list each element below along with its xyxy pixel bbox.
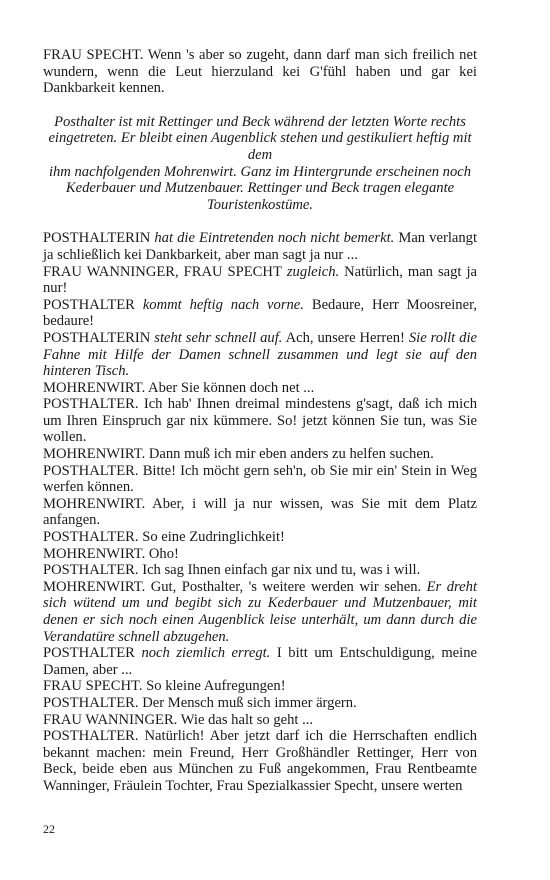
spoken-text: I bitt um Entschuldigung, meine Damen, aber ... <box>43 645 477 678</box>
speaker-name: POSTHALTER. <box>43 396 139 413</box>
spoken-text: Bitte! Ich möcht gern seh'n, ob Sie mir ein' Stein in Weg werfen können. <box>43 462 477 496</box>
dialogue-paragraph <box>43 463 477 496</box>
dialogue-paragraph <box>43 330 477 380</box>
dialogue-paragraph <box>43 645 477 678</box>
dialogue-paragraph <box>43 695 477 712</box>
page-number: 22 <box>43 822 55 836</box>
dialogue-paragraph <box>43 678 477 695</box>
dialogue-paragraph <box>43 47 477 97</box>
stage-direction-inline: steht sehr schnell auf. <box>150 329 283 346</box>
spoken-text: So kleine Aufregungen! <box>142 678 286 695</box>
dialogue-paragraph <box>43 446 477 463</box>
spoken-text: Bedaure, Herr Moosreiner, bedaure! <box>43 296 478 330</box>
spoken-text: Wenn 's aber so zugeht, dann darf man sich freilich net wundern, wenn die Leut hierzuland kei G'fühl haben und gar kei Dankbarkeit kennen. <box>43 47 478 97</box>
dialogue-paragraph <box>43 562 477 579</box>
dialogue-paragraph <box>43 496 477 529</box>
stage-direction-inline: noch ziemlich erregt. <box>134 645 271 662</box>
speaker-name: POSTHALTER. <box>43 728 139 745</box>
spoken-text: Dann muß ich mir eben anders zu helfen suchen. <box>145 446 434 463</box>
speaker-name: POSTHALTER <box>43 296 135 313</box>
spoken-text: Natürlich! Aber jetzt darf ich die Herrschaften endlich bekannt machen: mein Freund, Herr Großhändler Rettinger, Herr von Beck, beide eben aus München zu Fuß angekommen, Frau Rentbeamte Wanninger, Fräulein Tochter, Frau Spezialkassier Specht, unsere werten <box>43 728 477 794</box>
speaker-name: POSTHALTERIN <box>43 230 151 247</box>
stage-direction-inline: kommt heftig nach vorne. <box>134 296 304 313</box>
stage-direction-block <box>43 114 477 214</box>
spoken-text: Natürlich, man sagt ja nur! <box>43 263 477 297</box>
stage-direction-line: Kederbauer und Mutzenbauer. Rettinger und Beck tragen elegante <box>65 180 455 197</box>
dialogue-paragraph <box>43 546 477 563</box>
stage-direction-inline: hat die Eintretenden noch nicht bemerkt. <box>150 230 395 247</box>
spoken-text: Aber, i will ja nur wissen, was Sie mit dem Platz anfangen. <box>43 495 477 529</box>
dialogue-paragraph <box>43 579 477 645</box>
speaker-name: MOHRENWIRT. <box>43 578 146 595</box>
stage-direction-line: Posthalter ist mit Rettinger und Beck während der letzten Worte rechts eingetreten. Er bleibt einen Augenblick stehen und gestikuliert heftig mit <box>48 113 472 147</box>
speaker-name: POSTHALTER. <box>43 462 139 479</box>
speaker-name: MOHRENWIRT. <box>43 545 146 562</box>
dialogue-paragraph <box>43 380 477 397</box>
speaker-name: FRAU SPECHT. <box>43 47 144 63</box>
spoken-text: Ich sag Ihnen einfach gar nix und tu, was i will. <box>138 562 421 579</box>
dialogue-paragraph <box>43 297 477 330</box>
spoken-text: Der Mensch muß sich immer ärgern. <box>138 694 357 711</box>
stage-direction-inline: Sie rollt die Fahne mit Hilfe der Damen schnell zusammen und legt sie auf den hinteren Tisch. <box>43 329 478 380</box>
spoken-text: Oho! <box>145 545 179 562</box>
spoken-text: Ach, unsere Herren! <box>282 329 405 346</box>
speaker-name: FRAU SPECHT. <box>43 678 143 695</box>
dialogue-list <box>43 230 477 794</box>
spoken-text: So eine Zudringlichkeit! <box>138 529 285 546</box>
speaker-name: POSTHALTERIN <box>43 329 151 346</box>
dialogue-paragraph <box>43 230 477 263</box>
spoken-text: Ich hab' Ihnen dreimal mindestens g'sagt, daß ich mich um Ihren Einspruch gar nix kümmere. So! jetzt können Sie tun, was Sie wollen. <box>43 396 477 446</box>
dialogue-paragraph <box>43 396 477 446</box>
speaker-name: FRAU WANNINGER, FRAU SPECHT <box>43 263 282 280</box>
stage-direction-line: ihm nachfolgenden Mohrenwirt. Ganz im Hintergrunde erscheinen noch <box>48 163 472 180</box>
dialogue-paragraph <box>43 529 477 546</box>
stage-direction-inline: zugleich. <box>281 263 340 280</box>
speaker-name: MOHRENWIRT. <box>43 446 146 463</box>
stage-direction-inline: Er dreht sich wütend um und begibt sich zu Kederbauer und Mutzenbauer, mit denen er sich noch einen Augenblick leise unterhält, um dann durch die Verandatüre schnell abzugehen. <box>43 578 477 645</box>
spoken-text: Man verlangt ja schließlich kei Dankbarkeit, aber man sagt ja nur ... <box>43 230 477 263</box>
speaker-name: POSTHALTER <box>43 645 135 662</box>
spoken-text: Gut, Posthalter, 's weitere werden wir sehen. <box>145 578 422 595</box>
stage-direction-line: Touristenkostüme. <box>206 196 314 213</box>
speaker-name: POSTHALTER. <box>43 562 139 579</box>
stage-direction-line: dem <box>247 146 273 163</box>
speaker-name: MOHRENWIRT. <box>43 495 146 512</box>
dialogue-paragraph <box>43 728 477 794</box>
speaker-name: FRAU WANNINGER. <box>43 711 178 728</box>
speaker-name: POSTHALTER. <box>43 529 139 546</box>
dialogue-paragraph <box>43 712 477 729</box>
speaker-name: POSTHALTER. <box>43 694 139 711</box>
dialogue-paragraph <box>43 264 477 297</box>
spoken-text: Aber Sie können doch net ... <box>145 379 315 396</box>
speaker-name: MOHRENWIRT. <box>43 379 146 396</box>
play-text-page <box>43 47 477 795</box>
spoken-text: Wie das halt so geht ... <box>177 711 314 728</box>
